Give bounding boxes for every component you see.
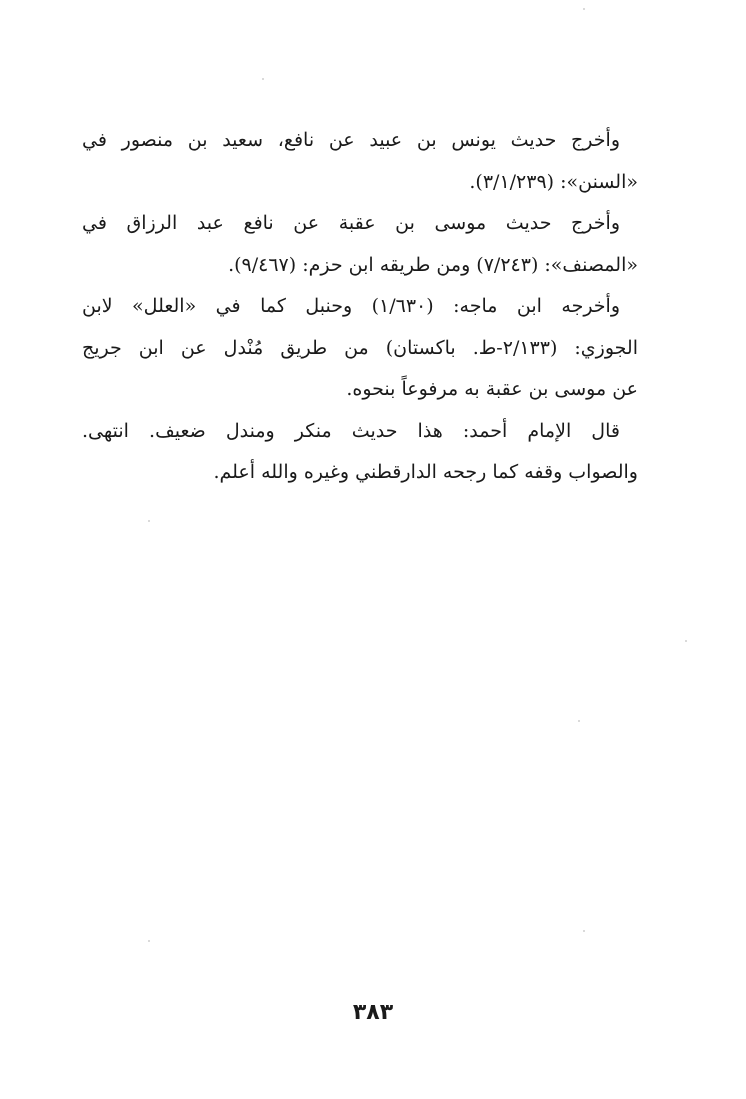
scan-speck bbox=[583, 930, 585, 932]
scan-speck bbox=[148, 520, 150, 522]
text-line-6: الجوزي: (٢/١٣٣-ط. باكستان) من طريق مُنْدل عن ابن جريج bbox=[82, 336, 638, 359]
text-line-3: وأخرج حديث موسى بن عقبة عن نافع عبد الرزاق في bbox=[82, 212, 620, 234]
text-line-5: وأخرجه ابن ماجه: (١/٦٣٠) وحنبل كما في «العلل» لابن bbox=[82, 295, 621, 317]
scan-speck bbox=[262, 78, 264, 80]
text-line-9: والصواب وقفه كما رجحه الدارقطني وغيره والله أعلم. bbox=[213, 461, 638, 483]
body-text bbox=[82, 120, 638, 494]
scan-speck bbox=[148, 940, 150, 942]
text-line-7: عن موسى بن عقبة به مرفوعاً بنحوه. bbox=[346, 378, 638, 400]
text-line-2: «السنن»: (٣/١/٢٣٩). bbox=[469, 170, 638, 193]
page-number: ٣٨٣ bbox=[352, 1000, 394, 1025]
scan-speck bbox=[685, 640, 687, 642]
text-line-8: قال الإمام أحمد: هذا حديث منكر ومندل ضعيف. انتهى. bbox=[82, 419, 620, 442]
text-line-4: «المصنف»: (٧/٢٤٣) ومن طريقه ابن حزم: (٩/٤٦٧). bbox=[228, 253, 638, 276]
scan-speck bbox=[583, 8, 585, 10]
scan-speck bbox=[578, 720, 580, 722]
text-line-1: وأخرج حديث يونس بن عبيد عن نافع، سعيد بن منصور في bbox=[82, 129, 620, 151]
